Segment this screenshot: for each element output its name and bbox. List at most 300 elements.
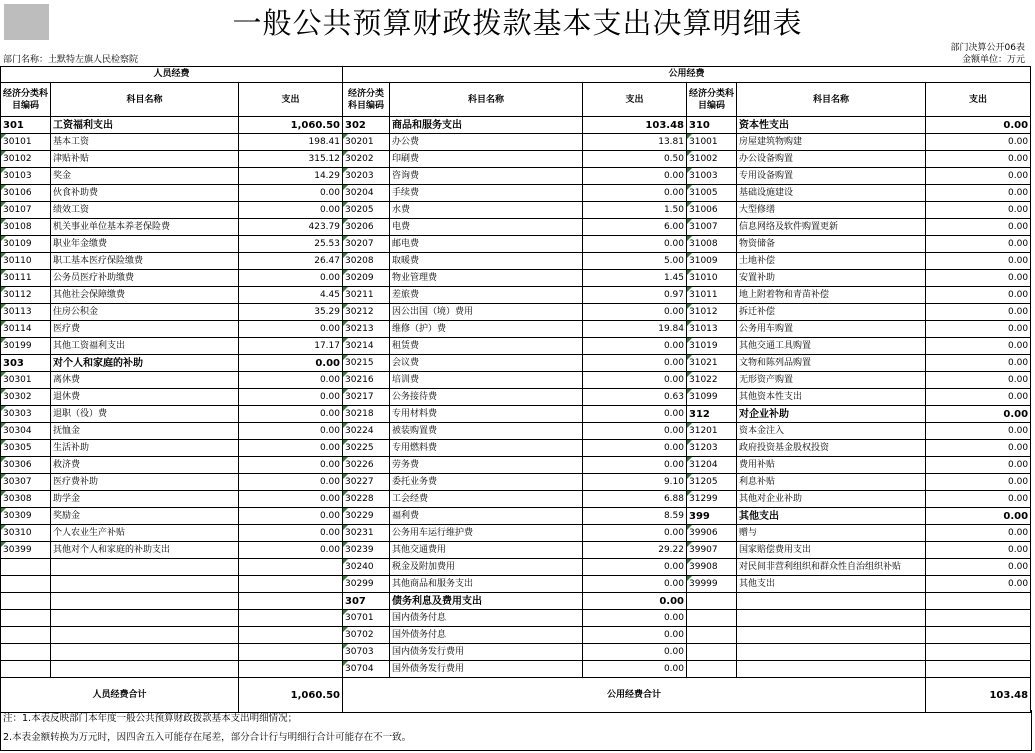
code-cell: 307 [343,593,390,610]
name-cell [51,559,239,576]
name-cell: 生活补助 [51,440,239,457]
amount-cell: 0.00 [239,355,343,372]
name-cell: 国外债务付息 [390,627,583,644]
table-row [1,559,1031,576]
amount-cell: 0.00 [583,338,687,355]
personnel-total-value: 1,060.50 [239,678,343,713]
table-row [1,593,1031,610]
name-cell: 咨询费 [390,168,583,185]
code-cell: 30216 [343,372,390,389]
name-cell: 医疗费补助 [51,474,239,491]
amount-cell [926,661,1031,678]
table-row [1,270,1031,287]
code-cell: 30204 [343,185,390,202]
name-cell: 住房公积金 [51,304,239,321]
totals-row [1,678,1031,713]
code-header: 经济分类科目编码 [343,83,390,117]
name-cell: 信息网络及软件购置更新 [737,219,926,236]
amount-cell: 0.00 [583,423,687,440]
amount-cell: 0.00 [926,457,1031,474]
code-cell: 30310 [1,525,51,542]
name-cell: 公务接待费 [390,389,583,406]
code-cell: 310 [687,117,737,134]
amount-cell: 5.00 [583,253,687,270]
name-cell: 文物和陈列品购置 [737,355,926,372]
name-cell: 取暖费 [390,253,583,270]
amount-cell: 0.00 [926,287,1031,304]
amount-cell: 0.50 [583,151,687,168]
amount-cell: 35.29 [239,304,343,321]
amount-cell: 0.00 [583,406,687,423]
name-cell: 津贴补贴 [51,151,239,168]
name-cell: 离休费 [51,372,239,389]
code-cell [1,627,51,644]
table-row [1,525,1031,542]
note-line-1: 注：1.本表反映部门本年度一般公共预算财政拨款基本支出明细情况； [3,713,298,724]
code-cell: 31022 [687,372,737,389]
name-cell [737,627,926,644]
table-row [1,508,1031,525]
code-cell: 30303 [1,406,51,423]
code-cell: 30208 [343,253,390,270]
amount-cell: 0.00 [583,168,687,185]
name-cell: 政府投资基金股权投资 [737,440,926,457]
code-cell: 30226 [343,457,390,474]
code-cell: 31204 [687,457,737,474]
name-cell: 公务员医疗补助缴费 [51,270,239,287]
code-cell [687,610,737,627]
code-cell: 31001 [687,134,737,151]
amount-cell: 0.00 [583,661,687,678]
public-total-value: 103.48 [926,678,1031,713]
note-line-2: 2.本表金额转换为万元时，因四舍五入可能存在尾差，部分合计行与明细行合计可能存在不一致。 [3,732,412,743]
table-row [1,474,1031,491]
name-cell: 对个人和家庭的补助 [51,355,239,372]
code-cell: 30199 [1,338,51,355]
amount-cell: 0.00 [583,304,687,321]
table-row [1,542,1031,559]
code-cell: 30299 [343,576,390,593]
amount-cell: 0.00 [926,491,1031,508]
code-cell: 30106 [1,185,51,202]
code-cell [687,627,737,644]
code-cell: 30702 [343,627,390,644]
code-cell: 31019 [687,338,737,355]
name-cell: 无形资产购置 [737,372,926,389]
table-row [1,253,1031,270]
table-row [1,644,1031,661]
personnel-total-label: 人员经费合计 [1,678,239,713]
code-cell: 31011 [687,287,737,304]
amount-cell: 17.17 [239,338,343,355]
name-cell: 其他对企业补助 [737,491,926,508]
amount-cell: 13.81 [583,134,687,151]
code-cell: 30109 [1,236,51,253]
name-cell: 印刷费 [390,151,583,168]
table-row [1,219,1031,236]
code-cell: 30239 [343,542,390,559]
name-cell: 对企业补助 [737,406,926,423]
code-cell: 30308 [1,491,51,508]
amount-cell: 9.10 [583,474,687,491]
name-cell: 职工基本医疗保险缴费 [51,253,239,270]
code-cell: 39907 [687,542,737,559]
code-cell: 31007 [687,219,737,236]
table-row [1,576,1031,593]
amount-cell: 0.00 [583,372,687,389]
code-header: 经济分类科目编码 [687,83,737,117]
name-cell: 培训费 [390,372,583,389]
name-cell: 拆迁补偿 [737,304,926,321]
code-cell: 30203 [343,168,390,185]
amount-cell: 0.00 [926,423,1031,440]
amount-cell: 1.50 [583,202,687,219]
name-cell: 专用设备购置 [737,168,926,185]
table-row [1,338,1031,355]
name-cell: 被装购置费 [390,423,583,440]
code-cell: 30704 [343,661,390,678]
name-cell: 个人农业生产补贴 [51,525,239,542]
code-cell: 30202 [343,151,390,168]
name-cell: 其他工资福利支出 [51,338,239,355]
expenditure-table [0,66,1031,713]
amount-cell: 6.88 [583,491,687,508]
code-cell [1,576,51,593]
code-cell: 30302 [1,389,51,406]
name-cell: 维修（护）费 [390,321,583,338]
name-cell: 其他社会保障缴费 [51,287,239,304]
amount-cell: 103.48 [583,117,687,134]
name-cell: 其他交通费用 [390,542,583,559]
table-row [1,134,1031,151]
amount-cell: 0.00 [926,304,1031,321]
code-cell [1,593,51,610]
name-cell: 福利费 [390,508,583,525]
amount-cell [239,559,343,576]
amount-cell [239,593,343,610]
amount-cell: 26.47 [239,253,343,270]
table-row [1,423,1031,440]
name-cell [737,593,926,610]
name-cell: 职业年金缴费 [51,236,239,253]
amount-cell: 0.63 [583,389,687,406]
code-cell: 30309 [1,508,51,525]
name-cell: 奖金 [51,168,239,185]
code-cell: 30399 [1,542,51,559]
amount-cell: 0.00 [926,185,1031,202]
amount-cell: 14.29 [239,168,343,185]
code-cell: 30305 [1,440,51,457]
table-row [1,491,1031,508]
name-cell: 基本工资 [51,134,239,151]
table-row [1,610,1031,627]
name-cell: 奖励金 [51,508,239,525]
amount-cell: 0.00 [583,559,687,576]
name-cell: 公务用车运行维护费 [390,525,583,542]
code-cell: 31002 [687,151,737,168]
name-cell: 专用材料费 [390,406,583,423]
code-cell: 39999 [687,576,737,593]
code-cell: 30212 [343,304,390,321]
amount-cell: 0.00 [926,117,1031,134]
code-cell: 30227 [343,474,390,491]
code-cell [687,593,737,610]
name-cell [51,576,239,593]
amount-cell: 315.12 [239,151,343,168]
code-cell: 30114 [1,321,51,338]
amount-cell: 0.00 [926,474,1031,491]
name-cell: 伙食补助费 [51,185,239,202]
code-cell: 30102 [1,151,51,168]
code-cell: 30110 [1,253,51,270]
code-cell: 30113 [1,304,51,321]
table-row [1,627,1031,644]
amount-cell [926,644,1031,661]
code-cell: 30225 [343,440,390,457]
code-cell: 30214 [343,338,390,355]
code-cell: 31201 [687,423,737,440]
name-cell: 房屋建筑物购建 [737,134,926,151]
amount-cell: 0.00 [926,168,1031,185]
code-cell [1,610,51,627]
amount-cell: 0.00 [583,457,687,474]
amount-cell: 0.00 [239,270,343,287]
name-cell: 利息补贴 [737,474,926,491]
code-cell: 30304 [1,423,51,440]
code-cell: 312 [687,406,737,423]
name-cell: 机关事业单位基本养老保险费 [51,219,239,236]
amount-cell: 0.00 [926,508,1031,525]
table-row [1,304,1031,321]
public-total-label: 公用经费合计 [343,678,926,713]
name-cell: 会议费 [390,355,583,372]
table-row [1,406,1031,423]
personnel-header: 人员经费 [1,67,343,83]
table-row [1,151,1031,168]
amount-cell [926,627,1031,644]
table-row [1,661,1031,678]
name-cell: 物资储备 [737,236,926,253]
table-row [1,202,1031,219]
name-cell: 因公出国（境）费用 [390,304,583,321]
amount-cell: 0.00 [583,644,687,661]
name-cell: 专用燃料费 [390,440,583,457]
table-row [1,321,1031,338]
code-cell: 31013 [687,321,737,338]
name-header: 科目名称 [737,83,926,117]
code-cell: 30103 [1,168,51,185]
amount-cell: 0.00 [583,610,687,627]
amount-cell: 0.00 [239,202,343,219]
name-cell: 电费 [390,219,583,236]
code-header: 经济分类科目编码 [1,83,51,117]
code-cell: 302 [343,117,390,134]
table-row [1,355,1031,372]
amount-cell: 0.00 [239,389,343,406]
name-cell: 商品和服务支出 [390,117,583,134]
amount-header: 支出 [239,83,343,117]
name-cell: 工资福利支出 [51,117,239,134]
table-row [1,117,1031,134]
code-cell: 30217 [343,389,390,406]
code-cell: 31008 [687,236,737,253]
code-cell: 30213 [343,321,390,338]
amount-cell: 0.00 [239,491,343,508]
department-label: 部门名称：土默特左旗人民检察院 [3,55,139,65]
table-row [1,236,1031,253]
amount-cell: 0.00 [926,338,1031,355]
amount-cell: 0.00 [926,355,1031,372]
amount-cell: 0.00 [926,372,1031,389]
amount-cell: 6.00 [583,219,687,236]
name-cell: 其他商品和服务支出 [390,576,583,593]
amount-cell: 29.22 [583,542,687,559]
form-code: 部门决算公开06表 [950,43,1025,53]
amount-cell: 0.00 [239,185,343,202]
code-cell: 30306 [1,457,51,474]
name-cell [737,644,926,661]
name-cell: 其他交通工具购置 [737,338,926,355]
name-cell: 退休费 [51,389,239,406]
code-cell: 31012 [687,304,737,321]
amount-cell: 0.00 [926,406,1031,423]
code-cell: 30207 [343,236,390,253]
code-cell: 30108 [1,219,51,236]
code-cell: 30205 [343,202,390,219]
code-cell: 30101 [1,134,51,151]
name-cell: 安置补助 [737,270,926,287]
code-cell: 30111 [1,270,51,287]
amount-header: 支出 [926,83,1031,117]
name-cell: 地上附着物和青苗补偿 [737,287,926,304]
name-cell: 大型修缮 [737,202,926,219]
name-cell: 其他资本性支出 [737,389,926,406]
name-header: 科目名称 [51,83,239,117]
name-cell [737,610,926,627]
code-cell: 31205 [687,474,737,491]
code-cell: 39906 [687,525,737,542]
unit-label: 金额单位：万元 [961,55,1025,65]
amount-cell: 0.00 [926,321,1031,338]
code-cell: 31005 [687,185,737,202]
page-title: 一般公共预算财政拨款基本支出决算明细表 [232,6,803,40]
name-cell [737,661,926,678]
amount-header: 支出 [583,83,687,117]
name-cell [51,644,239,661]
name-cell: 邮电费 [390,236,583,253]
amount-cell: 0.00 [926,219,1031,236]
name-cell: 国内债务发行费用 [390,644,583,661]
amount-cell: 0.00 [583,236,687,253]
amount-cell [926,593,1031,610]
name-cell: 劳务费 [390,457,583,474]
name-cell: 其他支出 [737,508,926,525]
amount-cell: 0.97 [583,287,687,304]
name-cell: 资本金注入 [737,423,926,440]
amount-cell [239,576,343,593]
name-cell: 国内债务付息 [390,610,583,627]
amount-cell: 25.53 [239,236,343,253]
name-cell: 工会经费 [390,491,583,508]
code-cell: 39908 [687,559,737,576]
name-cell: 资本性支出 [737,117,926,134]
code-cell: 31021 [687,355,737,372]
name-cell [51,593,239,610]
code-cell: 30228 [343,491,390,508]
name-cell: 医疗费 [51,321,239,338]
name-cell: 差旅费 [390,287,583,304]
code-cell: 30229 [343,508,390,525]
name-cell: 公务用车购置 [737,321,926,338]
amount-cell: 0.00 [239,457,343,474]
table-row [1,168,1031,185]
amount-cell [926,610,1031,627]
code-cell: 31003 [687,168,737,185]
table-row [1,185,1031,202]
amount-cell: 0.00 [926,559,1031,576]
code-cell: 30211 [343,287,390,304]
amount-cell: 0.00 [583,440,687,457]
amount-cell: 1.45 [583,270,687,287]
name-cell: 土地补偿 [737,253,926,270]
amount-cell: 0.00 [239,406,343,423]
code-cell [687,644,737,661]
amount-cell: 0.00 [926,236,1031,253]
amount-cell: 0.00 [239,423,343,440]
name-cell [51,661,239,678]
amount-cell: 0.00 [926,270,1031,287]
amount-cell: 0.00 [239,440,343,457]
amount-cell: 0.00 [239,372,343,389]
code-cell: 30307 [1,474,51,491]
code-cell: 30215 [343,355,390,372]
name-cell: 物业管理费 [390,270,583,287]
code-cell [1,644,51,661]
code-cell [1,559,51,576]
code-cell: 30201 [343,134,390,151]
name-cell: 国外债务发行费用 [390,661,583,678]
name-cell: 税金及附加费用 [390,559,583,576]
amount-cell: 0.00 [926,202,1031,219]
name-cell: 债务利息及费用支出 [390,593,583,610]
name-cell: 抚恤金 [51,423,239,440]
code-cell: 30231 [343,525,390,542]
code-cell: 30206 [343,219,390,236]
amount-cell: 0.00 [583,355,687,372]
name-header: 科目名称 [390,83,583,117]
code-cell: 31099 [687,389,737,406]
amount-cell: 0.00 [926,151,1031,168]
name-cell: 手续费 [390,185,583,202]
name-cell: 退职（役）费 [51,406,239,423]
code-cell: 30209 [343,270,390,287]
amount-cell: 0.00 [239,542,343,559]
amount-cell: 0.00 [926,542,1031,559]
code-cell: 31299 [687,491,737,508]
code-cell: 30701 [343,610,390,627]
name-cell: 助学金 [51,491,239,508]
name-cell [51,610,239,627]
amount-cell: 0.00 [926,440,1031,457]
amount-cell: 0.00 [239,474,343,491]
amount-cell [239,661,343,678]
code-cell: 303 [1,355,51,372]
public-header: 公用经费 [343,67,1031,83]
code-cell: 30240 [343,559,390,576]
table-row [1,389,1031,406]
amount-cell: 0.00 [583,627,687,644]
name-cell: 水费 [390,202,583,219]
